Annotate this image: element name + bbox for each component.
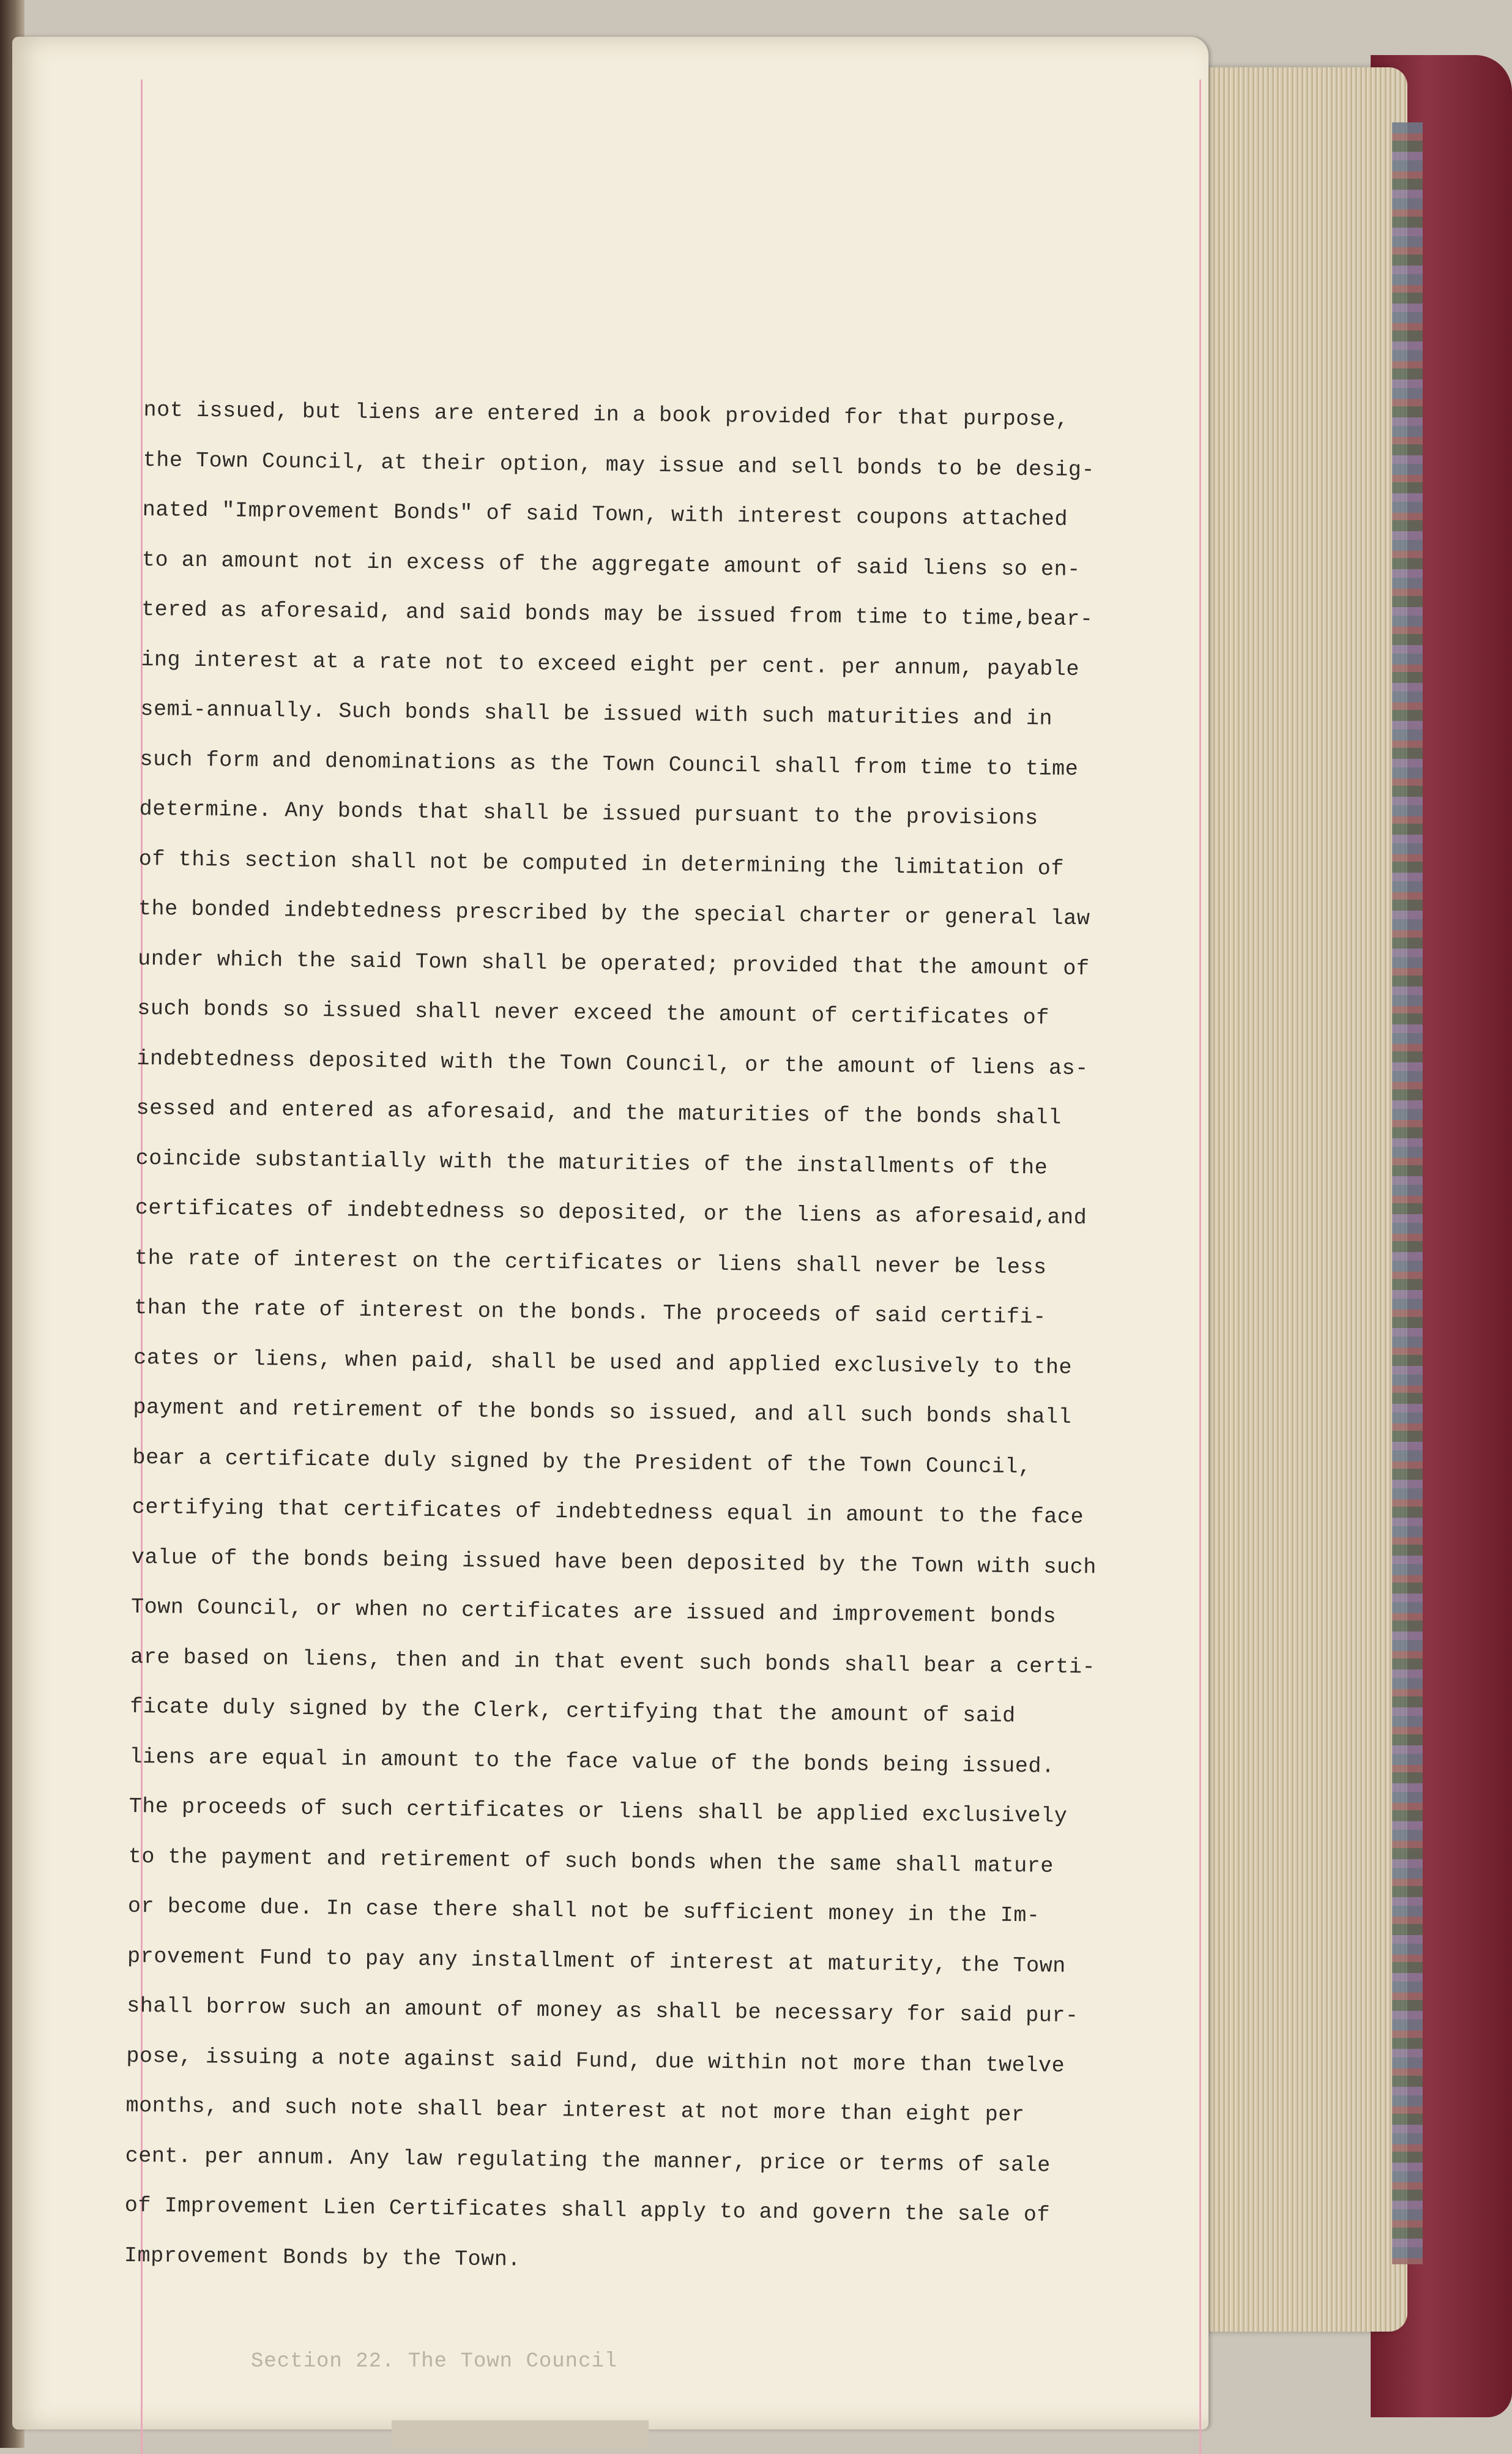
ledger-page	[12, 37, 1208, 2430]
text-line: bear a certificate duly signed by the President of the Town Council,	[132, 1445, 1032, 1479]
text-line: the bonded indebtedness prescribed by the special charter or general law	[138, 896, 1090, 931]
text-line: to the payment and retirement of such bonds when the same shall mature	[128, 1844, 1054, 1879]
typed-text-block	[124, 386, 1205, 2292]
text-line: of Improvement Lien Certificates shall apply to and govern the sale of	[124, 2193, 1051, 2228]
text-line: cates or liens, when paid, shall be used and applied exclusively to the	[133, 1345, 1073, 1380]
text-line: months, and such note shall bear interest at not more than eight per	[125, 2093, 1025, 2128]
page-stack-edge	[1187, 67, 1407, 2332]
text-line: value of the bonds being issued have been deposited by the Town with such	[131, 1545, 1097, 1579]
text-line: the rate of interest on the certificates or liens shall never be less	[134, 1245, 1047, 1280]
text-line: certifying that certificates of indebtedness equal in amount to the face	[132, 1494, 1084, 1530]
text-line: tered as aforesaid, and said bonds may be issued from time to time,bear-	[141, 597, 1093, 632]
text-line: are based on liens, then and in that event such bonds shall bear a certi-	[130, 1644, 1096, 1679]
text-line: coincide substantially with the maturities of the installments of the	[135, 1146, 1048, 1180]
text-line: such bonds so issued shall never exceed the amount of certificates of	[137, 996, 1050, 1031]
text-line: semi-annually. Such bonds shall be issued with such maturities and in	[140, 696, 1053, 731]
text-line: nated "Improvement Bonds" of said Town, with interest coupons attached	[142, 497, 1068, 532]
text-line: or become due. In case there shall not be sufficient money in the Im-	[127, 1893, 1040, 1928]
text-line: indebtedness deposited with the Town Council, or the amount of liens as-	[136, 1046, 1089, 1081]
text-line: determine. Any bonds that shall be issued pursuant to the provisions	[139, 796, 1038, 831]
text-line: pose, issuing a note against said Fund, due within not more than twelve	[126, 2043, 1065, 2078]
text-line: sessed and entered as aforesaid, and the maturities of the bonds shall	[136, 1095, 1062, 1130]
bleed-through-text: Section 22. The Town Council	[251, 2350, 618, 2373]
text-line: Town Council, or when no certificates are issued and improvement bonds	[130, 1594, 1057, 1629]
text-line: under which the said Town shall be operated; provided that the amount of	[137, 946, 1090, 981]
text-line: ing interest at a rate not to exceed eight per cent. per annum, payable	[141, 647, 1080, 682]
text-line: than the rate of interest on the bonds. The proceeds of said certifi-	[134, 1295, 1046, 1330]
text-line: of this section shall not be computed in determining the limitation of	[138, 846, 1065, 881]
text-line: ficate duly signed by the Clerk, certifying that the amount of said	[130, 1694, 1016, 1729]
text-line: to an amount not in excess of the aggregate amount of said liens so en-	[141, 547, 1081, 582]
text-line: provement Fund to pay any installment of interest at maturity, the Town	[127, 1944, 1067, 1978]
text-line: liens are equal in amount to the face value of the bonds being issued.	[129, 1744, 1055, 1779]
text-line: the Town Council, at their option, may issue and sell bonds to be desig-	[143, 447, 1095, 482]
text-line: payment and retirement of the bonds so issued, and all such bonds shall	[133, 1395, 1072, 1430]
text-line: shall borrow such an amount of money as shall be necessary for said pur-	[127, 1993, 1079, 2029]
text-line: such form and denominations as the Town Council shall from time to time	[140, 747, 1079, 781]
text-line: not issued, but liens are entered in a book provided for that purpose,	[143, 397, 1069, 432]
page-bottom-tab	[392, 2420, 649, 2448]
text-line: certificates of indebtedness so deposited, or the liens as aforesaid,and	[135, 1195, 1087, 1231]
text-line: cent. per annum. Any law regulating the manner, price or terms of sale	[125, 2143, 1051, 2178]
text-line: The proceeds of such certificates or liens shall be applied exclusively	[128, 1794, 1068, 1829]
marbled-page-edge	[1392, 122, 1423, 2264]
text-line: Improvement Bonds by the Town.	[124, 2243, 521, 2272]
